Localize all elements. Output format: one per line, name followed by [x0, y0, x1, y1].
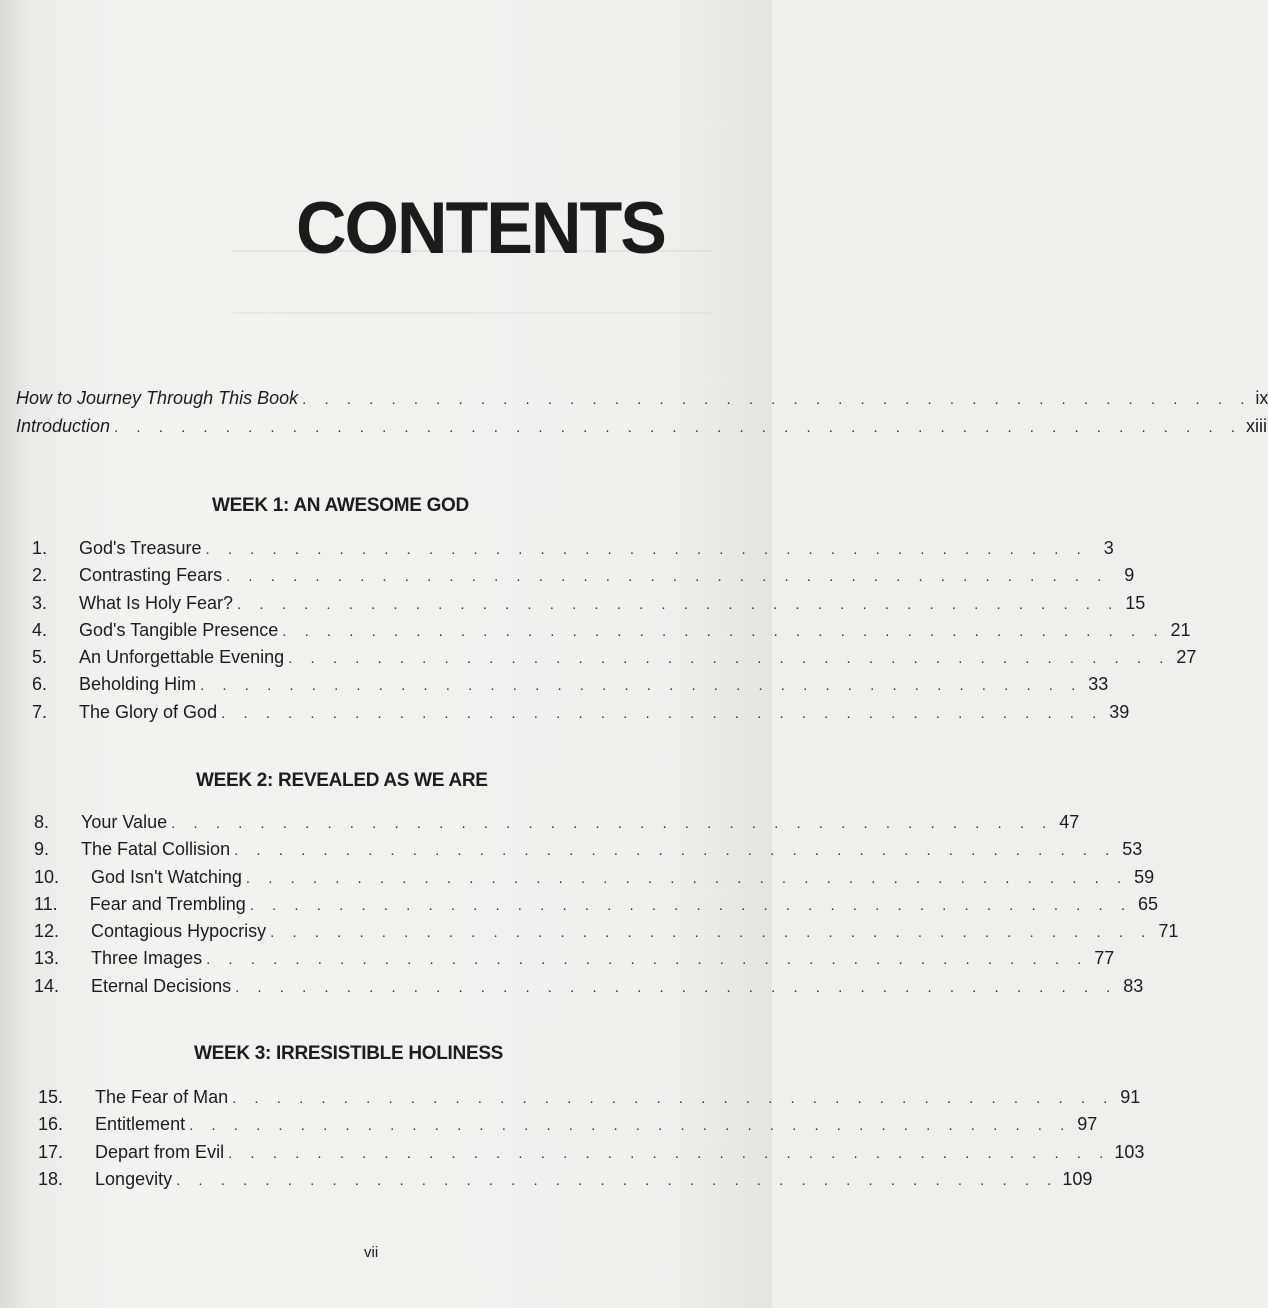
front-matter-list	[16, 388, 1268, 444]
chapter-page: 83	[1123, 975, 1144, 996]
front-matter-item[interactable]	[16, 388, 1268, 416]
chapter-title: The Glory of God	[79, 701, 218, 722]
chapter-page: 103	[1114, 1141, 1145, 1162]
leader-dots: . . . . . . . . . . . . . . . . . . . . . . . . . . . . . . . . . . . . . . . .	[206, 951, 1089, 969]
chapter-number: 3.	[32, 592, 48, 613]
leader-dots: . . . . . . . . . . . . . . . . . . . . . . . . . . . . . . . . . . . . . . . .	[234, 842, 1117, 860]
front-matter-label: Introduction	[16, 416, 111, 436]
chapter-page: 71	[1158, 921, 1179, 942]
chapter-number: 5.	[32, 647, 48, 668]
week-heading: WEEK 2: REVEALED AS WE ARE	[196, 770, 488, 791]
chapter-entry[interactable]	[32, 538, 1114, 565]
chapter-title: God Isn't Watching	[91, 866, 242, 887]
chapter-page: 59	[1134, 866, 1155, 887]
week-heading: WEEK 1: AN AWESOME GOD	[212, 495, 469, 516]
chapter-page: 97	[1077, 1114, 1098, 1135]
chapter-page: 27	[1176, 647, 1197, 668]
chapter-entry[interactable]	[34, 921, 1179, 948]
chapter-entry[interactable]	[34, 866, 1155, 894]
chapter-entry[interactable]	[34, 975, 1144, 1003]
chapter-page: 77	[1094, 948, 1115, 969]
chapter-title: The Fatal Collision	[81, 839, 231, 860]
leader-dots: . . . . . . . . . . . . . . . . . . . . . . . . . . . . . . . . . . . . . . . .	[245, 869, 1129, 887]
chapter-number: 8.	[34, 812, 50, 832]
chapter-entry[interactable]	[32, 647, 1197, 674]
chapter-title: Contagious Hypocrisy	[91, 921, 267, 942]
chapter-page: 39	[1109, 701, 1130, 722]
chapter-entry[interactable]	[38, 1141, 1145, 1169]
chapter-title: Eternal Decisions	[91, 975, 232, 996]
week-heading: WEEK 3: IRRESISTIBLE HOLINESS	[194, 1043, 504, 1064]
chapter-title: Entitlement	[95, 1114, 186, 1135]
front-matter-page: xiii	[1245, 416, 1267, 436]
chapter-title: God's Treasure	[79, 538, 202, 558]
leader-dots: . . . . . . . . . . . . . . . . . . . . . . . . . . . . . . . . . . . . . . . .	[270, 924, 1153, 942]
chapter-number: 13.	[34, 948, 60, 969]
chapter-number: 14.	[34, 975, 60, 996]
chapter-title: Contrasting Fears	[79, 565, 223, 586]
chapter-page: 9	[1124, 565, 1135, 586]
leader-dots: . . . . . . . . . . . . . . . . . . . . . . . . . . . . . . . . . . . . . . . .	[235, 978, 1118, 996]
leader-dots: . . . . . . . . . . . . . . . . . . . . . . . . . . . . . . . . . . . . . . . .	[221, 704, 1104, 722]
chapter-entry[interactable]	[32, 592, 1146, 620]
chapter-title: What Is Holy Fear?	[79, 592, 234, 613]
chapter-number: 1.	[32, 538, 48, 558]
chapter-entry[interactable]	[34, 812, 1080, 839]
chapter-entry[interactable]	[34, 839, 1143, 866]
chapter-entry[interactable]	[32, 565, 1135, 592]
chapter-title: God's Tangible Presence	[79, 619, 279, 640]
chapter-title: Beholding Him	[79, 674, 197, 695]
chapter-number: 15.	[38, 1087, 64, 1107]
chapter-page: 47	[1059, 812, 1080, 832]
leader-dots: . . . . . . . . . . . . . . . . . . . . . . . . . . . . . . . . . . . . . . . . . . .	[302, 391, 1252, 408]
chapter-entry[interactable]	[32, 619, 1191, 647]
chapter-title: Fear and Trembling	[89, 893, 246, 914]
chapter-page: 91	[1120, 1087, 1141, 1107]
chapter-number: 10.	[34, 866, 60, 887]
chapter-title: An Unforgettable Evening	[79, 647, 285, 668]
chapter-number: 16.	[38, 1114, 64, 1135]
leader-dots: . . . . . . . . . . . . . . . . . . . . . . . . . . . . . . . . . . . . . . . .	[226, 568, 1109, 586]
chapter-page: 53	[1122, 839, 1143, 860]
chapter-list	[34, 812, 1179, 1003]
leader-dots: . . . . . . . . . . . . . . . . . . . . . . . . . . . . . . . . . . . . . . . .	[200, 677, 1083, 695]
chapter-page: 33	[1088, 674, 1109, 695]
chapter-number: 18.	[38, 1168, 64, 1189]
chapter-entry[interactable]	[34, 893, 1158, 921]
leader-dots: . . . . . . . . . . . . . . . . . . . . . . . . . . . . . . . . . . . . . . . .	[189, 1117, 1072, 1135]
chapter-number: 6.	[32, 674, 48, 695]
leader-dots: . . . . . . . . . . . . . . . . . . . . . . . . . . . . . . . . . . . . . . . .	[171, 815, 1054, 832]
chapter-page: 15	[1125, 592, 1146, 613]
leader-dots: . . . . . . . . . . . . . . . . . . . . . . . . . . . . . . . . . . . . . . . .	[237, 595, 1120, 613]
page-title: CONTENTS	[296, 187, 665, 269]
chapter-number: 12.	[34, 921, 60, 942]
chapter-title: Longevity	[95, 1168, 173, 1189]
chapter-number: 4.	[32, 619, 48, 640]
leader-dots: . . . . . . . . . . . . . . . . . . . . . . . . . . . . . . . . . . . . . . . .	[176, 1171, 1059, 1189]
chapter-title: Depart from Evil	[95, 1141, 225, 1162]
leader-dots: . . . . . . . . . . . . . . . . . . . . . . . . . . . . . . . . . . . . . . . .	[232, 1090, 1115, 1107]
chapter-title: Your Value	[81, 812, 168, 832]
chapter-page: 3	[1103, 538, 1114, 558]
chapter-entry[interactable]	[32, 701, 1130, 729]
front-matter-label: How to Journey Through This Book	[16, 388, 299, 408]
chapter-entry[interactable]	[32, 674, 1109, 701]
leader-dots: . . . . . . . . . . . . . . . . . . . . . . . . . . . . . . . . . . . . . . . .	[282, 622, 1165, 640]
leader-dots: . . . . . . . . . . . . . . . . . . . . . . . . . . . . . . . . . . . . . . . .	[205, 541, 1088, 558]
front-matter-page: ix	[1255, 388, 1268, 408]
chapter-page: 109	[1062, 1168, 1093, 1189]
chapter-number: 9.	[34, 839, 50, 860]
chapter-entry[interactable]	[38, 1168, 1093, 1196]
chapter-page: 65	[1137, 893, 1158, 914]
chapter-number: 11.	[34, 893, 58, 914]
chapter-title: The Fear of Man	[95, 1087, 229, 1107]
leader-dots: . . . . . . . . . . . . . . . . . . . . . . . . . . . . . . . . . . . . . . . .	[288, 650, 1171, 668]
chapter-entry[interactable]	[38, 1114, 1098, 1141]
chapter-number: 7.	[32, 701, 48, 722]
chapter-number: 2.	[32, 565, 48, 586]
page-number: vii	[364, 1244, 379, 1261]
chapter-page: 21	[1170, 619, 1191, 640]
leader-dots: . . . . . . . . . . . . . . . . . . . . . . . . . . . . . . . . . . . . . . . . . . . . . . . . . . .	[114, 419, 1242, 436]
chapter-title: Three Images	[91, 948, 203, 969]
front-matter-item[interactable]	[16, 416, 1267, 444]
chapter-entry[interactable]	[34, 948, 1115, 975]
chapter-entry[interactable]	[38, 1087, 1141, 1114]
chapter-list	[32, 538, 1197, 729]
chapter-number: 17.	[38, 1141, 64, 1162]
chapter-list	[38, 1087, 1145, 1196]
leader-dots: . . . . . . . . . . . . . . . . . . . . . . . . . . . . . . . . . . . . . . . .	[249, 896, 1132, 914]
leader-dots: . . . . . . . . . . . . . . . . . . . . . . . . . . . . . . . . . . . . . . . .	[228, 1144, 1111, 1162]
